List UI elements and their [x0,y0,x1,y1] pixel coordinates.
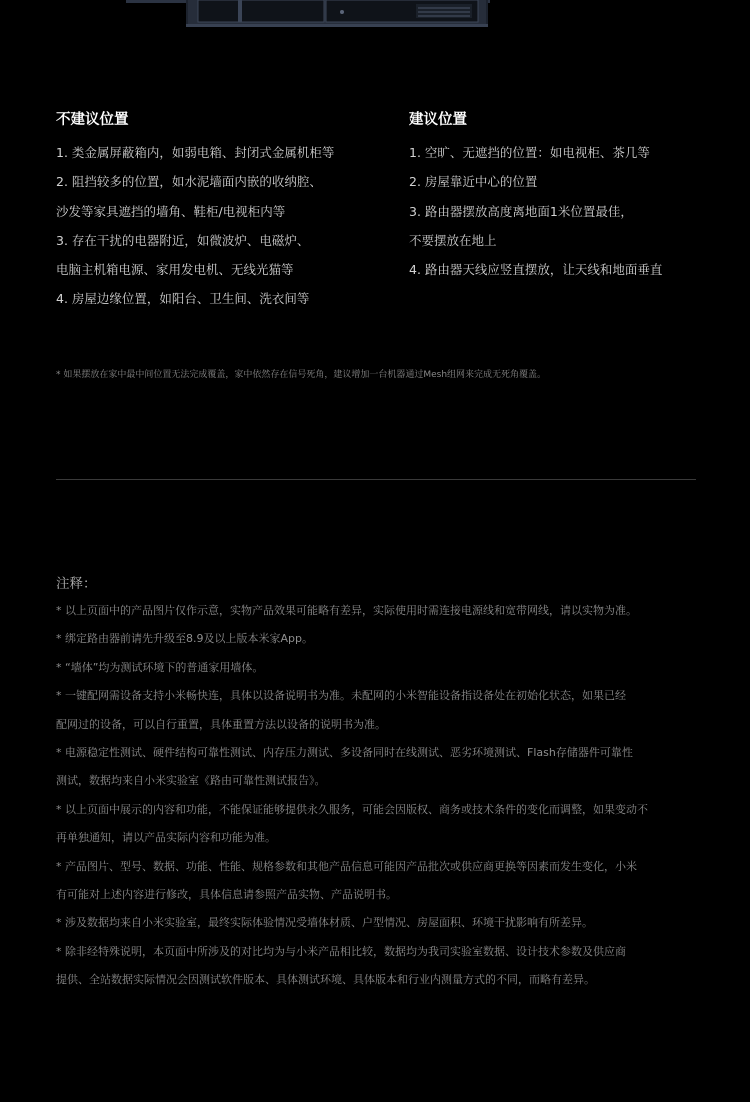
recommended-line: 4. 路由器天线应竖直摆放，让天线和地面垂直 [409,262,663,278]
not-recommended-line: 3. 存在干扰的电器附近，如微波炉、电磁炉、 [56,232,310,248]
note-line: * 以上页面中展示的内容和功能，不能保证能够提供永久服务，可能会因版权、商务或技术条件的变化而调整，如果变动不 [56,802,648,816]
not-recommended-line: 沙发等家具遮挡的墙角、鞋柜/电视柜内等 [56,203,286,219]
note-line: * 电源稳定性测试、硬件结构可靠性测试、内存压力测试、多设备同时在线测试、恶劣环境测试、Flash存储器件可靠性 [56,746,633,760]
note-line: * 以上页面中的产品图片仅作示意，实物产品效果可能略有差异，实际使用时需连接电源线和宽带网线，请以实物为准。 [56,604,637,617]
note-line: 配网过的设备，可以自行重置，具体重置方法以设备的说明书为准。 [56,717,386,731]
not-recommended-line: 电脑主机箱电源、家用发电机、无线光猫等 [56,262,294,278]
note-line: * “墙体”均为测试环境下的普通家用墙体。 [56,660,264,674]
note-line: * 一键配网需设备支持小米畅快连，具体以设备说明书为准。未配网的小米智能设备指设备处在初始化状态，如果已经 [56,689,626,703]
note-line: * 除非经特殊说明，本页面中所涉及的对比均为与小米产品相比较，数据均为我司实验室数据、设计技术参数及供应商 [56,944,626,958]
note-line: * 产品图片、型号、数据、功能、性能、规格参数和其他产品信息可能因产品批次或供应商更换等因素而发生变化，小米 [56,859,637,873]
recommended-line: 不要摆放在地上 [409,232,497,248]
note-line: * 绑定路由器前请先升级至8.9及以上版本米家App。 [56,632,313,646]
not-recommended-section [56,108,386,314]
recommended-line: 3. 路由器摆放高度离地面1米位置最佳， [409,203,633,219]
mesh-footnote: * 如果摆放在家中最中间位置无法完成覆盖，家中依然存在信号死角，建议增加一台机器通过Mesh组网来完成无死角覆盖。 [56,370,547,380]
not-recommended-line: 2. 阻挡较多的位置，如水泥墙面内嵌的收纳腔、 [56,174,322,190]
not-recommended-title: 不建议位置 [56,112,129,128]
note-line: 测试，数据均来自小米实验室《路由可靠性测试报告》。 [56,774,326,788]
recommended-title: 建议位置 [409,112,467,128]
notes-list [56,597,696,995]
note-line: 有可能对上述内容进行修改，具体信息请参照产品实物、产品说明书。 [56,888,397,902]
notes-title: 注释： [56,576,97,592]
recommended-line: 2. 房屋靠近中心的位置 [409,174,538,190]
recommended-line: 1. 空旷、无遮挡的位置：如电视柜、茶几等 [409,145,650,160]
note-line: * 涉及数据均来自小米实验室，最终实际体验情况受墙体材质、户型情况、房屋面积、环境干扰影响有所差异。 [56,916,593,930]
note-line: 提供、全站数据实际情况会因测试软件版本、具体测试环境、具体版本和行业内测量方式的不同，而略有差异。 [56,973,595,987]
note-line: 再单独通知，请以产品实际内容和功能为准。 [56,831,276,845]
not-recommended-line: 4. 房屋边缘位置，如阳台、卫生间、洗衣间等 [56,291,310,307]
cabinet-illustration [126,0,490,28]
not-recommended-line: 1. 类金属屏蔽箱内，如弱电箱、封闭式金属机柜等 [56,145,335,160]
recommended-section [409,108,739,284]
section-divider [56,479,696,480]
